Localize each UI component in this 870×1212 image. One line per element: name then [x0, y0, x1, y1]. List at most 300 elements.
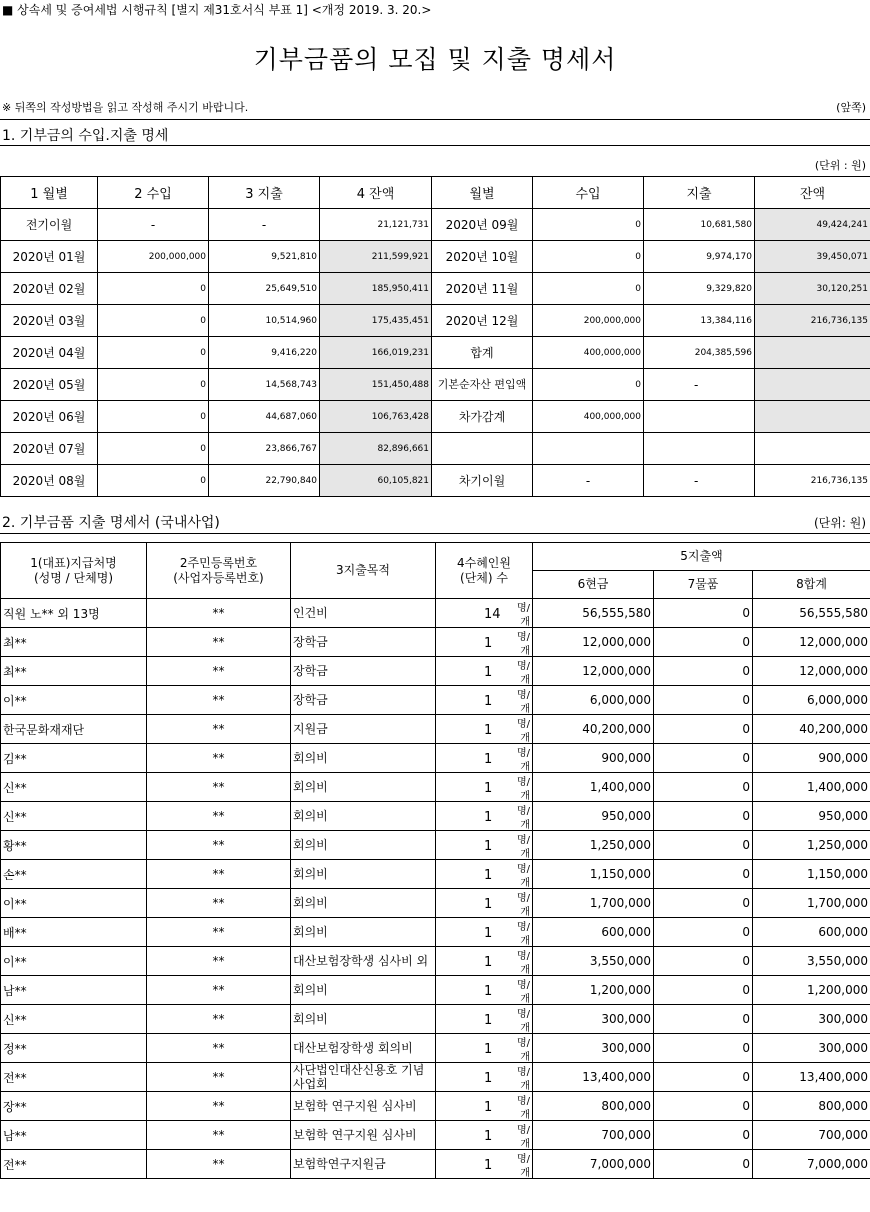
cell-purpose: 회의비: [291, 802, 436, 831]
table-row: [1, 1092, 870, 1121]
count-unit: 명/: [516, 777, 530, 788]
table-row: [1, 860, 870, 889]
cell-reg: **: [147, 1092, 291, 1121]
count-unit: 개: [520, 646, 530, 657]
cell-in1: 0: [98, 337, 209, 369]
table-row: [1, 773, 870, 802]
cell-count: [436, 918, 533, 947]
count-unit: 개: [520, 907, 530, 918]
table-row: [1, 305, 870, 337]
page-title: 기부금품의 모집 및 지출 명세서: [253, 45, 617, 74]
count-unit: 명/: [516, 661, 530, 672]
count-unit: 명/: [516, 719, 530, 730]
cell-name: 신**: [1, 1005, 147, 1034]
section2-title: 2. 기부금품 지출 명세서 (국내사업): [2, 515, 220, 531]
count-unit: 개: [520, 1168, 530, 1179]
cell-total: 12,000,000: [753, 628, 870, 657]
cell-cash: 3,550,000: [533, 947, 654, 976]
cell-reg: **: [147, 1034, 291, 1063]
cell-name: 배**: [1, 918, 147, 947]
cell-purpose: 회의비: [291, 744, 436, 773]
divider: [0, 533, 870, 534]
cell-total: 6,000,000: [753, 686, 870, 715]
cell-name: 남**: [1, 1121, 147, 1150]
cell-total: 56,555,580: [753, 599, 870, 628]
cell-cash: 1,200,000: [533, 976, 654, 1005]
cell-m2: 2020년 09월: [432, 209, 533, 241]
cell-reg: **: [147, 831, 291, 860]
cell-count: [436, 831, 533, 860]
count-unit: 개: [520, 994, 530, 1005]
cell-cash: 13,400,000: [533, 1063, 654, 1092]
cell-in2: 0: [533, 273, 644, 305]
count-unit: 개: [520, 965, 530, 976]
cell-name: 한국문화재재단: [1, 715, 147, 744]
cell-goods: 0: [654, 976, 753, 1005]
cell-bal1: 175,435,451: [320, 305, 432, 337]
count-unit: 개: [520, 849, 530, 860]
count-value: 1: [484, 665, 493, 680]
cell-m2: 차가감계: [432, 401, 533, 433]
table-row: [1, 744, 870, 773]
cell-count: [436, 947, 533, 976]
cell-cash: 1,250,000: [533, 831, 654, 860]
cell-out1: 22,790,840: [209, 465, 320, 497]
count-unit: 명/: [516, 603, 530, 614]
count-value: 14: [484, 607, 501, 622]
section2-unit: (단위: 원): [814, 516, 866, 530]
cell-goods: 0: [654, 1063, 753, 1092]
cell-total: 1,250,000: [753, 831, 870, 860]
cell-goods: 0: [654, 744, 753, 773]
cell-in2: 400,000,000: [533, 337, 644, 369]
cell-name: 이**: [1, 947, 147, 976]
cell-bal1: 82,896,661: [320, 433, 432, 465]
cell-reg: **: [147, 889, 291, 918]
count-value: 1: [484, 723, 493, 738]
col-header-goods: 7물품: [654, 571, 753, 599]
cell-reg: **: [147, 918, 291, 947]
cell-reg: **: [147, 686, 291, 715]
cell-m1: 2020년 05월: [1, 369, 98, 401]
cell-out1: 23,866,767: [209, 433, 320, 465]
cell-in1: 0: [98, 465, 209, 497]
cell-goods: 0: [654, 628, 753, 657]
cell-count: [436, 802, 533, 831]
cell-total: 900,000: [753, 744, 870, 773]
cell-goods: 0: [654, 860, 753, 889]
count-value: 1: [484, 636, 493, 651]
cell-out2: 204,385,596: [644, 337, 755, 369]
cell-m1: 2020년 07월: [1, 433, 98, 465]
table-row: [1, 802, 870, 831]
cell-total: 1,700,000: [753, 889, 870, 918]
cell-bal1: 60,105,821: [320, 465, 432, 497]
cell-in1: 200,000,000: [98, 241, 209, 273]
cell-goods: 0: [654, 1005, 753, 1034]
col-header: 잔액: [755, 177, 870, 209]
cell-reg: **: [147, 657, 291, 686]
cell-purpose: 회의비: [291, 976, 436, 1005]
table-row: [1, 715, 870, 744]
cell-out1: 14,568,743: [209, 369, 320, 401]
cell-cash: 900,000: [533, 744, 654, 773]
cell-m2: [432, 433, 533, 465]
col-header-amount: 5지출액: [533, 543, 870, 571]
col-header-total: 8합계: [753, 571, 870, 599]
count-unit: 개: [520, 936, 530, 947]
table-row: [1, 1034, 870, 1063]
cell-in2: [533, 433, 644, 465]
count-unit: 개: [520, 762, 530, 773]
count-unit: 명/: [516, 1125, 530, 1136]
cell-total: 300,000: [753, 1034, 870, 1063]
cell-m1: 2020년 06월: [1, 401, 98, 433]
cell-cash: 800,000: [533, 1092, 654, 1121]
cell-count: [436, 744, 533, 773]
cell-reg: **: [147, 1150, 291, 1179]
cell-cash: 40,200,000: [533, 715, 654, 744]
cell-reg: **: [147, 1005, 291, 1034]
cell-name: 남**: [1, 976, 147, 1005]
count-value: 1: [484, 1158, 493, 1173]
cell-bal2: 30,120,251: [755, 273, 870, 305]
cell-out2: 9,329,820: [644, 273, 755, 305]
cell-m1: 2020년 03월: [1, 305, 98, 337]
count-unit: 개: [520, 791, 530, 802]
cell-total: 950,000: [753, 802, 870, 831]
divider: [0, 145, 870, 146]
cell-reg: **: [147, 1063, 291, 1092]
cell-name: 전**: [1, 1150, 147, 1179]
cell-purpose: 회의비: [291, 773, 436, 802]
cell-purpose: 회의비: [291, 918, 436, 947]
count-unit: 명/: [516, 922, 530, 933]
cell-count: [436, 657, 533, 686]
cell-cash: 1,700,000: [533, 889, 654, 918]
cell-goods: 0: [654, 599, 753, 628]
count-value: 1: [484, 984, 493, 999]
cell-reg: **: [147, 628, 291, 657]
cell-bal1: 185,950,411: [320, 273, 432, 305]
cell-name: 신**: [1, 773, 147, 802]
cell-purpose: 보험학연구지원금: [291, 1150, 436, 1179]
cell-reg: **: [147, 860, 291, 889]
table-row: [1, 209, 870, 241]
table-row: [1, 401, 870, 433]
col-header: 수입: [533, 177, 644, 209]
table-row: [1, 657, 870, 686]
count-value: 1: [484, 694, 493, 709]
cell-m1: 2020년 04월: [1, 337, 98, 369]
cell-out1: 10,514,960: [209, 305, 320, 337]
cell-reg: **: [147, 599, 291, 628]
table-row: [1, 599, 870, 628]
cell-purpose: 보험학 연구지원 심사비: [291, 1092, 436, 1121]
count-unit: 명/: [516, 748, 530, 759]
cell-bal2: 216,736,135: [755, 305, 870, 337]
cell-purpose: 사단법인대산신용호 기념사업회: [291, 1063, 436, 1092]
cell-m2: 기본순자산 편입액: [432, 369, 533, 401]
count-unit: 명/: [516, 1009, 530, 1020]
cell-out2: -: [644, 465, 755, 497]
col-header-cash: 6현금: [533, 571, 654, 599]
cell-purpose: 회의비: [291, 889, 436, 918]
cell-out2: [644, 433, 755, 465]
cell-purpose: 대산보험장학생 회의비: [291, 1034, 436, 1063]
count-value: 1: [484, 926, 493, 941]
cell-count: [436, 976, 533, 1005]
col-header: 1 월별: [1, 177, 98, 209]
cell-bal1: 151,450,488: [320, 369, 432, 401]
cell-goods: 0: [654, 947, 753, 976]
table-header-row: [1, 543, 870, 571]
cell-bal1: 166,019,231: [320, 337, 432, 369]
table-row: [1, 1063, 870, 1092]
count-unit: 명/: [516, 1154, 530, 1165]
cell-out1: 9,416,220: [209, 337, 320, 369]
cell-name: 정**: [1, 1034, 147, 1063]
cell-total: 1,400,000: [753, 773, 870, 802]
cell-purpose: 장학금: [291, 628, 436, 657]
cell-in2: 400,000,000: [533, 401, 644, 433]
cell-cash: 700,000: [533, 1121, 654, 1150]
cell-cash: 56,555,580: [533, 599, 654, 628]
count-unit: 개: [520, 820, 530, 831]
cell-m2: 2020년 10월: [432, 241, 533, 273]
table-row: [1, 918, 870, 947]
cell-count: [436, 1092, 533, 1121]
count-value: 1: [484, 955, 493, 970]
cell-reg: **: [147, 744, 291, 773]
cell-in1: 0: [98, 433, 209, 465]
cell-m2: 차기이월: [432, 465, 533, 497]
cell-purpose: 지원금: [291, 715, 436, 744]
cell-goods: 0: [654, 657, 753, 686]
cell-bal2: [755, 369, 870, 401]
cell-in2: 200,000,000: [533, 305, 644, 337]
cell-count: [436, 628, 533, 657]
count-unit: 명/: [516, 632, 530, 643]
cell-reg: **: [147, 773, 291, 802]
cell-name: 이**: [1, 889, 147, 918]
count-unit: 개: [520, 1110, 530, 1121]
count-value: 1: [484, 810, 493, 825]
col-header: 지출: [644, 177, 755, 209]
count-unit: 개: [520, 617, 530, 628]
table-row: [1, 1005, 870, 1034]
cell-in1: 0: [98, 401, 209, 433]
cell-m1: 2020년 02월: [1, 273, 98, 305]
cell-bal2: 39,450,071: [755, 241, 870, 273]
expenditure-table: [0, 542, 870, 1179]
cell-in2: 0: [533, 241, 644, 273]
cell-bal2: [755, 433, 870, 465]
cell-out1: -: [209, 209, 320, 241]
cell-name: 신**: [1, 802, 147, 831]
count-unit: 명/: [516, 951, 530, 962]
table-row: [1, 1121, 870, 1150]
count-unit: 명/: [516, 864, 530, 875]
cell-cash: 600,000: [533, 918, 654, 947]
cell-in1: 0: [98, 273, 209, 305]
cell-reg: **: [147, 947, 291, 976]
cell-cash: 12,000,000: [533, 628, 654, 657]
cell-total: 600,000: [753, 918, 870, 947]
cell-goods: 0: [654, 1121, 753, 1150]
cell-goods: 0: [654, 773, 753, 802]
count-unit: 명/: [516, 806, 530, 817]
cell-cash: 7,000,000: [533, 1150, 654, 1179]
cell-cash: 1,150,000: [533, 860, 654, 889]
cell-count: [436, 686, 533, 715]
cell-cash: 300,000: [533, 1005, 654, 1034]
table-row: [1, 947, 870, 976]
cell-reg: **: [147, 802, 291, 831]
table-row: [1, 686, 870, 715]
count-value: 1: [484, 752, 493, 767]
income-expense-table: [0, 176, 870, 497]
cell-name: 손**: [1, 860, 147, 889]
cell-cash: 950,000: [533, 802, 654, 831]
cell-bal2: 216,736,135: [755, 465, 870, 497]
cell-m1: 2020년 08월: [1, 465, 98, 497]
cell-out1: 44,687,060: [209, 401, 320, 433]
cell-goods: 0: [654, 715, 753, 744]
count-unit: 개: [520, 1081, 530, 1092]
cell-goods: 0: [654, 918, 753, 947]
table-row: [1, 831, 870, 860]
table-row: [1, 433, 870, 465]
cell-goods: 0: [654, 889, 753, 918]
table-header-row: [1, 177, 870, 209]
col-header-count: 4수혜인원 (단체) 수: [436, 543, 533, 599]
cell-in1: -: [98, 209, 209, 241]
cell-total: 800,000: [753, 1092, 870, 1121]
cell-bal2: [755, 401, 870, 433]
col-header: 4 잔액: [320, 177, 432, 209]
count-unit: 개: [520, 1139, 530, 1150]
count-unit: 개: [520, 675, 530, 686]
cell-purpose: 회의비: [291, 1005, 436, 1034]
count-unit: 개: [520, 878, 530, 889]
cell-total: 1,150,000: [753, 860, 870, 889]
cell-purpose: 보험학 연구지원 심사비: [291, 1121, 436, 1150]
cell-out2: 13,384,116: [644, 305, 755, 337]
cell-out1: 25,649,510: [209, 273, 320, 305]
cell-total: 300,000: [753, 1005, 870, 1034]
cell-name: 이**: [1, 686, 147, 715]
cell-out2: [644, 401, 755, 433]
table-row: [1, 628, 870, 657]
cell-goods: 0: [654, 1034, 753, 1063]
cell-count: [436, 1063, 533, 1092]
cell-purpose: 대산보험장학생 심사비 외: [291, 947, 436, 976]
table-row: [1, 889, 870, 918]
cell-m1: 전기이월: [1, 209, 98, 241]
table-row: [1, 465, 870, 497]
count-unit: 개: [520, 704, 530, 715]
cell-purpose: 회의비: [291, 831, 436, 860]
cell-bal2: [755, 337, 870, 369]
page-side-label: (앞쪽): [836, 101, 866, 114]
cell-bal1: 106,763,428: [320, 401, 432, 433]
cell-cash: 6,000,000: [533, 686, 654, 715]
cell-name: 전**: [1, 1063, 147, 1092]
table-row: [1, 337, 870, 369]
count-value: 1: [484, 1100, 493, 1115]
cell-count: [436, 889, 533, 918]
cell-cash: 300,000: [533, 1034, 654, 1063]
count-unit: 개: [520, 1023, 530, 1034]
cell-total: 3,550,000: [753, 947, 870, 976]
cell-total: 7,000,000: [753, 1150, 870, 1179]
count-unit: 개: [520, 733, 530, 744]
cell-count: [436, 1005, 533, 1034]
table-row: [1, 241, 870, 273]
cell-cash: 1,400,000: [533, 773, 654, 802]
col-header-purpose: 3지출목적: [291, 543, 436, 599]
cell-goods: 0: [654, 1150, 753, 1179]
count-unit: 명/: [516, 980, 530, 991]
cell-in1: 0: [98, 305, 209, 337]
divider: [0, 119, 870, 120]
cell-out2: -: [644, 369, 755, 401]
cell-in2: 0: [533, 209, 644, 241]
cell-purpose: 장학금: [291, 657, 436, 686]
count-value: 1: [484, 839, 493, 854]
cell-count: [436, 1034, 533, 1063]
count-value: 1: [484, 1042, 493, 1057]
cell-total: 700,000: [753, 1121, 870, 1150]
col-header: 2 수입: [98, 177, 209, 209]
cell-total: 1,200,000: [753, 976, 870, 1005]
count-value: 1: [484, 1071, 493, 1086]
instruction-note: ※ 뒤쪽의 작성방법을 읽고 작성해 주시기 바랍니다.: [2, 101, 249, 114]
cell-in2: -: [533, 465, 644, 497]
cell-reg: **: [147, 715, 291, 744]
cell-out2: 10,681,580: [644, 209, 755, 241]
cell-total: 40,200,000: [753, 715, 870, 744]
cell-purpose: 회의비: [291, 860, 436, 889]
table-row: [1, 1150, 870, 1179]
cell-out2: 9,974,170: [644, 241, 755, 273]
cell-count: [436, 860, 533, 889]
count-unit: 명/: [516, 1038, 530, 1049]
cell-m1: 2020년 01월: [1, 241, 98, 273]
cell-purpose: 인건비: [291, 599, 436, 628]
cell-cash: 12,000,000: [533, 657, 654, 686]
cell-goods: 0: [654, 831, 753, 860]
cell-count: [436, 1150, 533, 1179]
col-header-reg: 2주민등록번호 (사업자등록번호): [147, 543, 291, 599]
count-value: 1: [484, 897, 493, 912]
cell-goods: 0: [654, 686, 753, 715]
cell-name: 장**: [1, 1092, 147, 1121]
cell-reg: **: [147, 1121, 291, 1150]
table-row: [1, 273, 870, 305]
section1-unit: (단위 : 원): [814, 159, 866, 172]
count-value: 1: [484, 868, 493, 883]
cell-count: [436, 773, 533, 802]
cell-count: [436, 599, 533, 628]
count-value: 1: [484, 1129, 493, 1144]
section1-title: 1. 기부금의 수입.지출 명세: [2, 128, 169, 144]
regulation-header: ■ 상속세 및 증여세법 시행규칙 [별지 제31호서식 부표 1] <개정 2019. 3. 20.>: [2, 3, 432, 17]
cell-goods: 0: [654, 802, 753, 831]
cell-bal1: 211,599,921: [320, 241, 432, 273]
col-header-name: 1(대표)지급처명 (성명 / 단체명): [1, 543, 147, 599]
